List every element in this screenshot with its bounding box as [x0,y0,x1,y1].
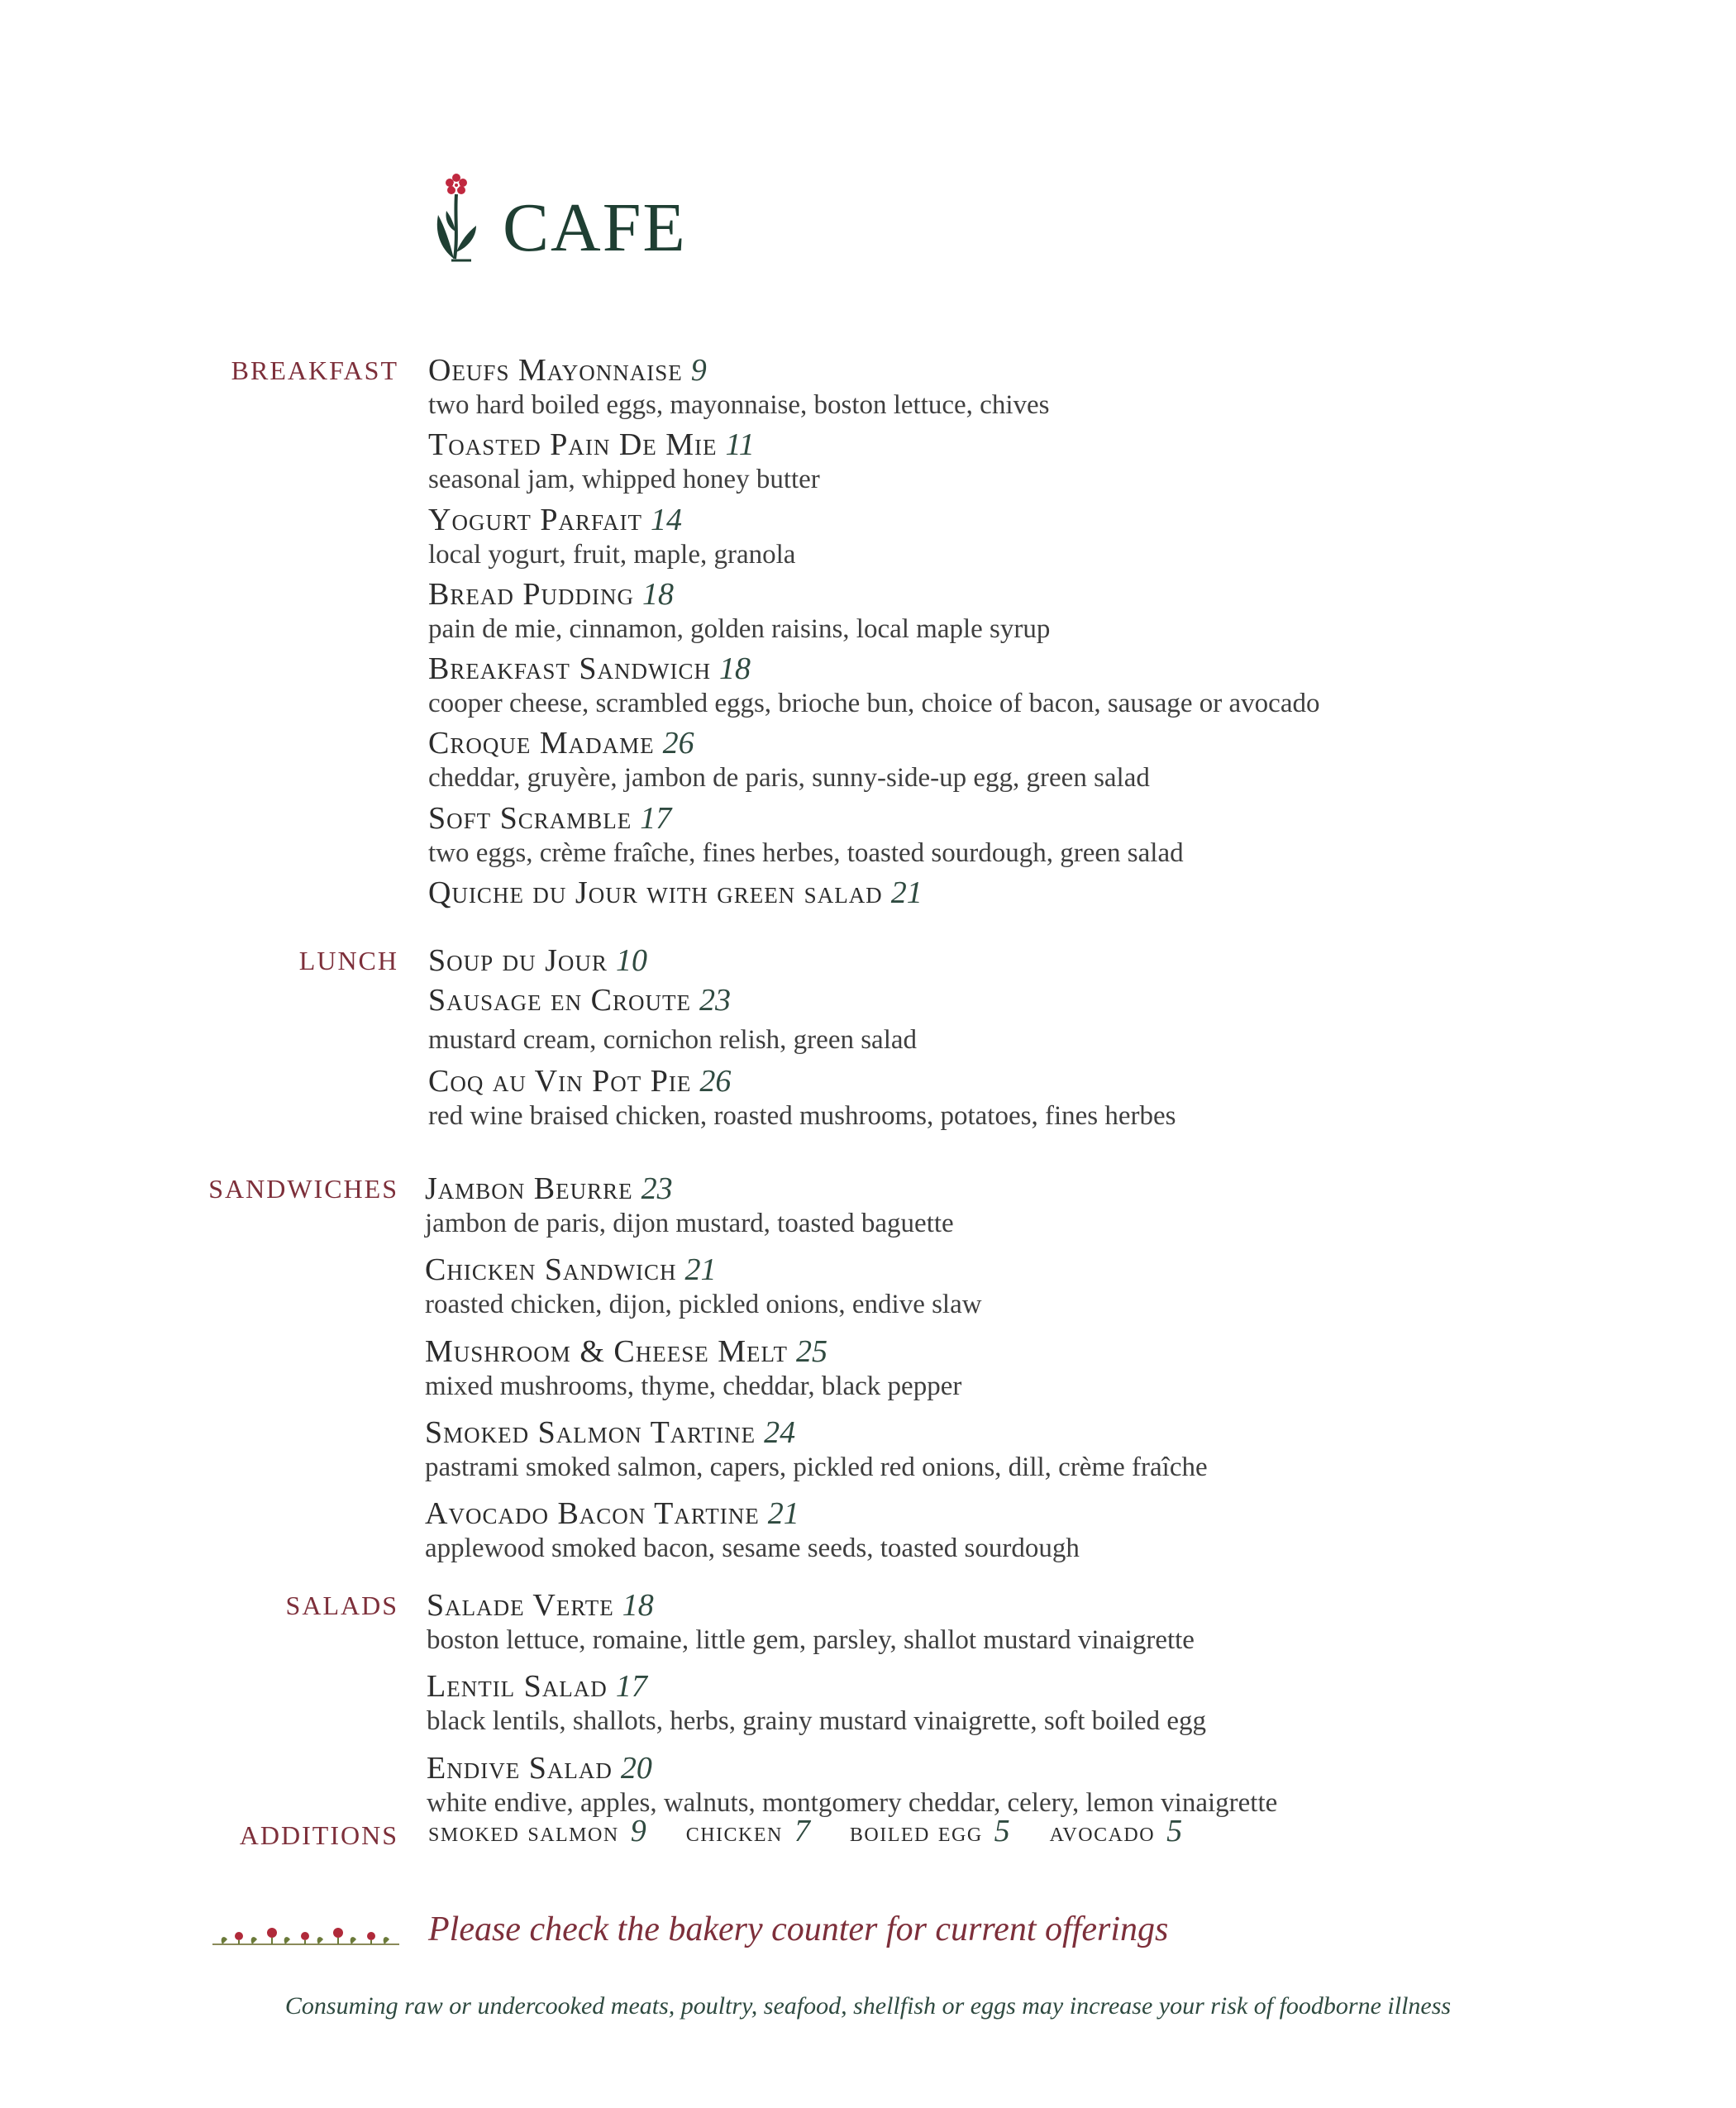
item-name: Breakfast Sandwich [428,651,711,686]
menu-item [428,725,1668,794]
menu-item [428,982,1668,1056]
menu-item [425,1495,1665,1565]
additions-list [428,1813,1182,1849]
floral-ornament-icon [211,1920,401,1953]
item-name: Salade Verte [427,1588,614,1623]
lunch-items [428,942,1668,1138]
item-name: Soft Scramble [428,800,632,836]
item-name: Bread Pudding [428,576,634,612]
item-price: 25 [796,1333,827,1369]
item-description: pastrami smoked salmon, capers, pickled red onions, dill, crème fraîche [425,1452,1208,1482]
section-label-breakfast: BREAKFAST [231,355,398,385]
item-name: Lentil Salad [427,1669,608,1705]
item-price: 18 [718,651,751,686]
item-name: Toasted Pain De Mie [428,427,718,463]
item-description: white endive, apples, walnuts, montgomery cheddar, celery, lemon vinaigrette [427,1787,1278,1818]
addition-item [428,1813,646,1849]
item-description: pain de mie, cinnamon, golden raisins, local maple syrup [428,613,1051,644]
item-name: Croque Madame [428,726,655,761]
item-name: Avocado Bacon Tartine [425,1496,760,1531]
menu-item [428,502,1668,571]
food-safety-disclaimer: Consuming raw or undercooked meats, poultry, seafood, shellfish or eggs may increase your risk of foodborne illness [284,1992,1452,2020]
flower-logo-icon [430,169,479,265]
menu-item [428,942,1668,979]
item-description: black lentils, shallots, herbs, grainy mustard vinaigrette, soft boiled egg [427,1706,1207,1737]
menu-header [430,169,687,265]
item-description: two eggs, crème fraîche, fines herbes, toasted sourdough, green salad [428,837,1184,868]
menu-item [428,427,1668,496]
item-description: local yogurt, fruit, maple, granola [428,539,796,570]
item-description: cheddar, gruyère, jambon de paris, sunny-side-up egg, green salad [428,763,1150,794]
menu-item [427,1587,1667,1657]
item-name: Coq au Vin Pot Pie [428,1064,692,1099]
addition-price: 9 [630,1814,646,1848]
item-price: 17 [615,1669,647,1705]
section-label-sandwiches: SANDWICHES [208,1174,398,1204]
item-price: 23 [699,983,731,1018]
addition-item [850,1813,1010,1849]
item-name: Mushroom & Cheese Melt [425,1333,788,1369]
item-description: two hard boiled eggs, mayonnaise, boston lettuce, chives [428,390,1050,420]
item-description: boston lettuce, romaine, little gem, parsley, shallot mustard vinaigrette [427,1625,1195,1655]
item-price: 26 [699,1064,732,1099]
item-name: Endive Salad [427,1750,613,1786]
item-price: 17 [640,800,672,836]
menu-item [428,1063,1668,1133]
addition-price: 5 [1166,1814,1183,1848]
item-description: mixed mushrooms, thyme, cheddar, black pepper [425,1371,962,1401]
menu-item [425,1333,1665,1403]
addition-name: boiled egg [849,1817,983,1848]
addition-price: 7 [794,1814,810,1848]
item-price: 11 [725,427,755,463]
item-price: 23 [641,1171,673,1206]
item-name: Yogurt Parfait [428,502,642,537]
item-price: 20 [620,1750,652,1786]
item-price: 21 [684,1252,717,1288]
menu-item [428,875,1668,911]
item-price: 18 [641,576,674,612]
item-price: 18 [622,1588,654,1623]
item-price: 26 [662,726,694,761]
addition-name: smoked salmon [428,1817,619,1848]
item-price: 21 [890,875,923,910]
menu-item [428,651,1668,720]
item-name: Oeufs Mayonnaise [428,353,683,388]
salads-items [427,1587,1667,1831]
item-name: Quiche du Jour with green salad [428,875,883,910]
menu-item [425,1414,1665,1484]
section-label-salads: SALADS [285,1591,398,1620]
item-description: seasonal jam, whipped honey butter [428,465,820,495]
item-price: 24 [764,1414,796,1450]
page-title: CAFE [503,189,687,266]
addition-item [1050,1813,1182,1849]
section-label-additions: ADDITIONS [239,1820,398,1850]
menu-item [428,800,1668,870]
item-description: red wine braised chicken, roasted mushrooms, potatoes, fines herbes [428,1101,1176,1132]
breakfast-items [428,352,1668,916]
item-description: jambon de paris, dijon mustard, toasted baguette [425,1209,954,1238]
item-name: Soup du Jour [428,943,608,978]
item-description: applewood smoked bacon, sesame seeds, toasted sourdough [425,1533,1080,1563]
item-name: Sausage en Croute [428,983,691,1018]
menu-item [425,1252,1665,1321]
addition-item [686,1813,810,1849]
bakery-note: Please check the bakery counter for current offerings [428,1910,1169,1948]
addition-price: 5 [994,1814,1010,1848]
item-price: 14 [650,502,682,537]
menu-item [425,1171,1665,1240]
sandwiches-items [425,1171,1665,1576]
menu-item [428,576,1668,646]
item-description: mustard cream, cornichon relish, green salad [428,1025,918,1055]
item-description: roasted chicken, dijon, pickled onions, endive slaw [425,1290,982,1320]
item-price: 21 [767,1496,799,1531]
item-description: cooper cheese, scrambled eggs, brioche bun, choice of bacon, sausage or avocado [428,689,1320,718]
menu-item [428,352,1668,422]
section-label-lunch: LUNCH [298,946,398,975]
addition-name: chicken [685,1817,783,1848]
menu-item [427,1668,1667,1738]
item-name: Smoked Salmon Tartine [425,1414,756,1450]
item-price: 9 [690,353,707,388]
item-price: 10 [615,943,647,978]
menu-item [427,1750,1667,1819]
addition-name: avocado [1049,1817,1156,1848]
item-name: Chicken Sandwich [425,1252,677,1288]
item-name: Jambon Beurre [425,1171,633,1206]
